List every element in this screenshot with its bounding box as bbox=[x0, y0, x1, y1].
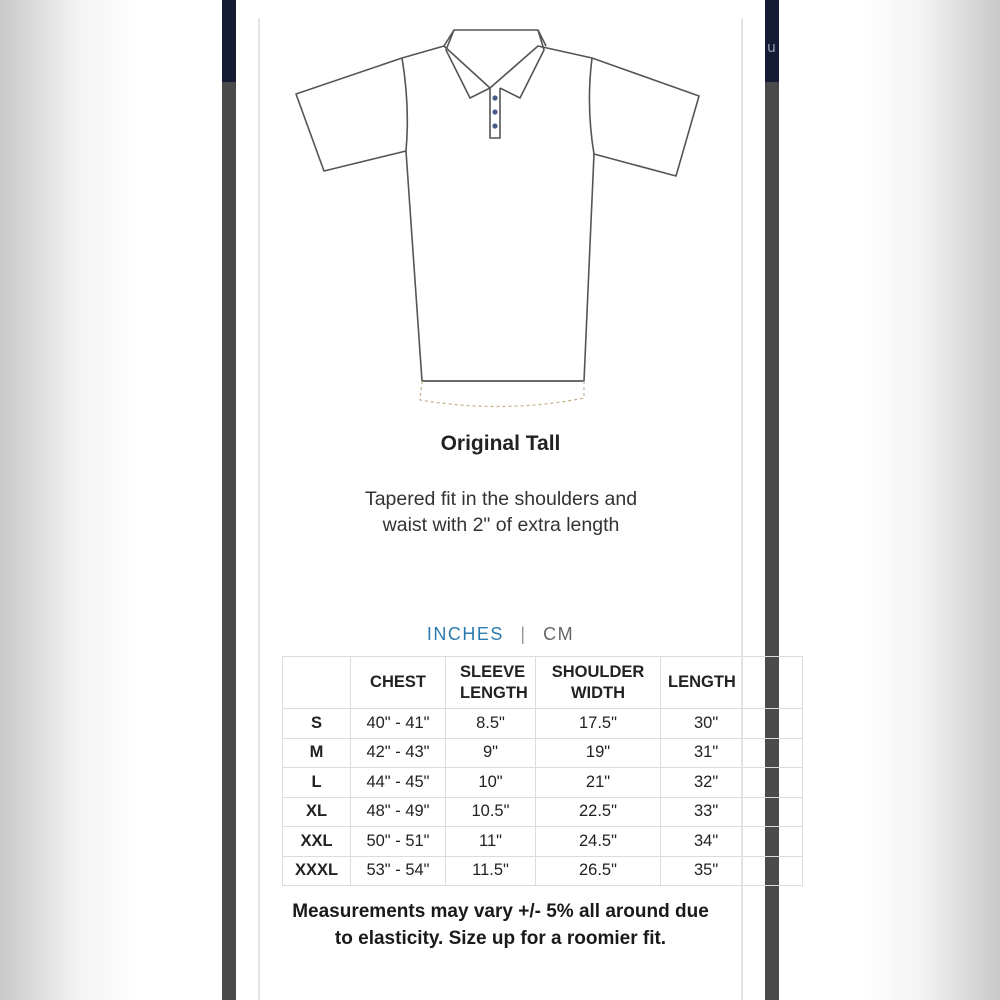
table-row bbox=[283, 797, 803, 827]
table-cell: XXXL bbox=[283, 856, 351, 886]
polo-shirt-icon bbox=[294, 26, 704, 416]
size-guide-panel bbox=[236, 0, 765, 1000]
table-cell: 30" bbox=[661, 709, 803, 739]
table-row bbox=[283, 768, 803, 798]
table-row bbox=[283, 738, 803, 768]
table-cell: 48" - 49" bbox=[351, 797, 446, 827]
left-frame-strip bbox=[222, 0, 236, 1000]
table-cell: 9" bbox=[446, 738, 536, 768]
table-cell: 50" - 51" bbox=[351, 827, 446, 857]
product-title: Original Tall bbox=[440, 432, 561, 455]
table-cell: 31" bbox=[661, 738, 803, 768]
table-cell: 40" - 41" bbox=[351, 709, 446, 739]
unit-cm-tab[interactable]: CM bbox=[543, 624, 575, 644]
table-row bbox=[283, 709, 803, 739]
table-cell: 42" - 43" bbox=[351, 738, 446, 768]
size-table-scroll[interactable] bbox=[282, 656, 736, 892]
table-cell: 21" bbox=[536, 768, 661, 798]
table-cell: L bbox=[283, 768, 351, 798]
table-header-cell: SLEEVE LENGTH bbox=[446, 657, 536, 709]
table-cell: M bbox=[283, 738, 351, 768]
offscreen-text-fragment: u bbox=[767, 40, 776, 56]
table-cell: 53" - 54" bbox=[351, 856, 446, 886]
table-cell: 11.5" bbox=[446, 856, 536, 886]
unit-toggle bbox=[236, 624, 765, 645]
table-cell: 17.5" bbox=[536, 709, 661, 739]
table-header-cell bbox=[283, 657, 351, 709]
table-cell: 34" bbox=[661, 827, 803, 857]
table-cell: 33" bbox=[661, 797, 803, 827]
table-cell: 35" bbox=[661, 856, 803, 886]
table-header-cell: CHEST bbox=[351, 657, 446, 709]
table-cell: S bbox=[283, 709, 351, 739]
fit-note: Measurements may vary +/- 5% all around due to elasticity. Size up for a roomier fit. bbox=[292, 901, 709, 949]
table-cell: XL bbox=[283, 797, 351, 827]
table-cell: 10" bbox=[446, 768, 536, 798]
unit-inches-tab[interactable]: INCHES bbox=[426, 624, 504, 644]
table-header-row bbox=[283, 657, 803, 709]
size-table bbox=[282, 656, 803, 886]
product-description: Tapered fit in the shoulders and waist with 2" of extra length bbox=[364, 488, 638, 536]
table-cell: 32" bbox=[661, 768, 803, 798]
table-header-cell: LENGTH bbox=[661, 657, 803, 709]
table-cell: 24.5" bbox=[536, 827, 661, 857]
table-cell: 19" bbox=[536, 738, 661, 768]
table-header-cell: SHOULDER WIDTH bbox=[536, 657, 661, 709]
unit-separator: | bbox=[520, 624, 527, 644]
table-cell: 8.5" bbox=[446, 709, 536, 739]
table-cell: 11" bbox=[446, 827, 536, 857]
table-cell: XXL bbox=[283, 827, 351, 857]
table-cell: 10.5" bbox=[446, 797, 536, 827]
table-row bbox=[283, 827, 803, 857]
table-cell: 44" - 45" bbox=[351, 768, 446, 798]
table-cell: 22.5" bbox=[536, 797, 661, 827]
table-cell: 26.5" bbox=[536, 856, 661, 886]
table-row bbox=[283, 856, 803, 886]
